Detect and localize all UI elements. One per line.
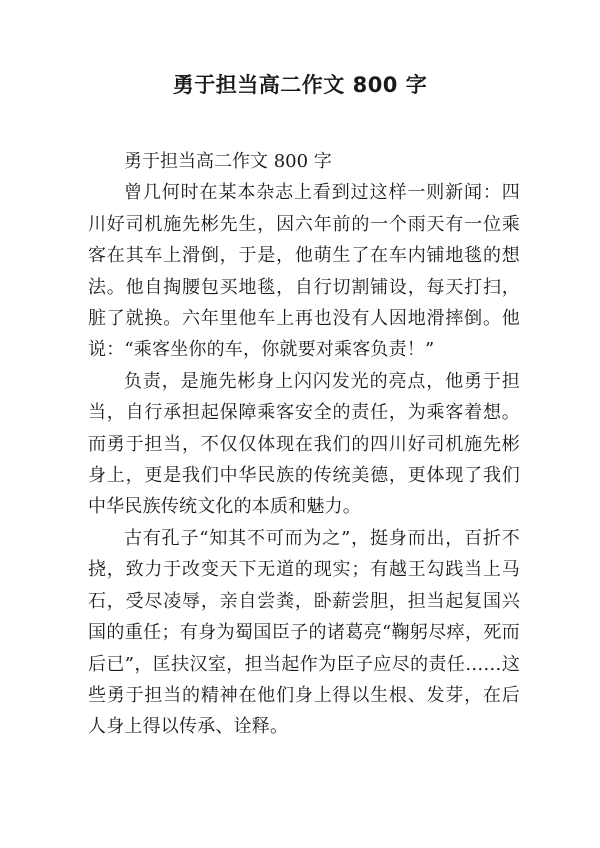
paragraph-2: 负责，是施先彬身上闪闪发光的亮点，他勇于担当，自行承担起保障乘客安全的责任，为乘客着想。而勇于担当，不仅仅体现在我们的四川好司机施先彬身上，更是我们中华民族的传统美德，更体现了我们中华民族传统文化的本质和魅力。 bbox=[88, 370, 520, 518]
essay-heading: 勇于担当高二作文 800 字 bbox=[124, 151, 332, 172]
paragraph-3: 古有孔子“知其不可而为之”，挺身而出，百折不挠，致力于改变天下无道的现实；有越王勾践当上马石，受尽凌辱，亲自尝粪，卧薪尝胆，担当起复国兴国的重任；有身为蜀国臣子的诸葛亮“鞠躬尽瘁，死而后已”，匡扶汉室，担当起作为臣子应尽的责任……这些勇于担当的精神在他们身上得以生根、发芽，在后人身上得以传承、诠释。 bbox=[88, 527, 520, 738]
document-title: 勇于担当高二作文 800 字 bbox=[172, 73, 428, 97]
paragraph-1: 曾几何时在某本杂志上看到过这样一则新闻：四川好司机施先彬先生，因六年前的一个雨天有一位乘客在其车上滑倒，于是，他萌生了在车内铺地毯的想法。他自掏腰包买地毯，自行切割铺设，每天打扫，脏了就换。六年里他车上再也没有人因地滑摔倒。他说：“乘客坐你的车，你就要对乘客负责！” bbox=[88, 182, 520, 361]
document-body bbox=[88, 146, 520, 743]
